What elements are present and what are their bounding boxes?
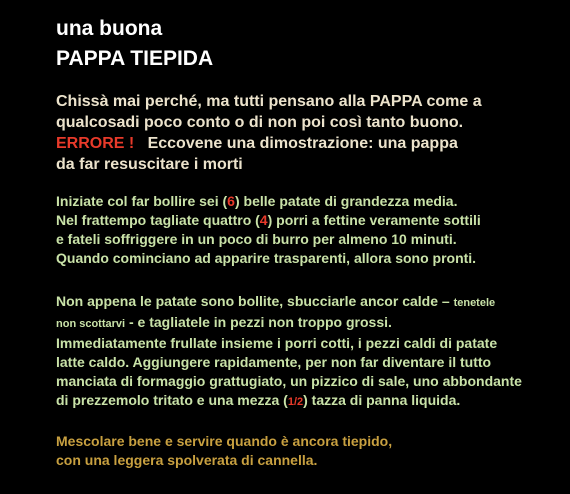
intro-line-1: Chissà mai perché, ma tutti pensano alla PAPPA come a: [56, 93, 482, 110]
recipe-title-line1: una buona: [56, 17, 163, 40]
p1-line-1-text-a: Iniziate col far bollire sei (: [56, 193, 228, 209]
recipe-paragraph-2: [56, 292, 570, 412]
recipe-title-line2: PAPPA TIEPIDA: [56, 47, 214, 70]
p1-line-2-text-a: Nel frattempo tagliate quattro (: [56, 212, 260, 228]
p1-line-2: [56, 211, 570, 230]
p3-line-1: Mescolare bene e servire quando è ancora tiepido,: [56, 433, 393, 449]
p2-line-6-text-a: di prezzemolo tritato e una mezza (: [56, 392, 288, 408]
p2-line-4: latte caldo. Aggiungere rapidamente, per non far diventare il tutto: [56, 354, 492, 370]
p2-line-1-text-a: Non appena le patate sono bollite, sbucciarle ancor calde –: [56, 293, 454, 309]
intro-line-2: qualcosadi poco conto o di non poi così tanto buono.: [56, 114, 464, 131]
intro-line-4: da far resuscitare i morti: [56, 156, 243, 173]
p2-line-5: manciata di formaggio grattugiato, un pizzico di sale, uno abbondante: [56, 373, 522, 389]
p1-line-2-text-b: ) porri a fettine veramente sottili: [267, 212, 481, 228]
p2-line-2: [56, 313, 570, 334]
p2-line-6-text-b: ) tazza di panna liquida.: [303, 392, 461, 408]
p3-line-2: con una leggera spolverata di cannella.: [56, 452, 318, 468]
p2-line-1: [56, 292, 570, 313]
p1-line-1-text-b: ) belle patate di grandezza media.: [234, 193, 458, 209]
cream-amount: 1/2: [287, 396, 304, 408]
p1-line-4: Quando cominciano ad apparire trasparenti, allora sono pronti.: [56, 250, 477, 266]
recipe-paragraph-3: [56, 432, 570, 470]
leek-count: 4: [259, 212, 268, 228]
intro-line-3-text: Eccovene una dimostrazione: una pappa: [147, 135, 458, 152]
p1-line-3: e fateli soffriggere in un poco di burro per almeno 10 minuti.: [56, 231, 457, 247]
intro-line-3: [56, 133, 570, 154]
recipe-paragraph-1: [56, 192, 570, 268]
intro-paragraph: [56, 91, 570, 175]
p2-line-2-text-b: - e tagliatele in pezzi non troppo grossi.: [125, 314, 392, 330]
p2-line-1-small: tenetele: [453, 297, 496, 309]
error-label: ERRORE !: [56, 135, 135, 152]
potato-count: 6: [227, 193, 235, 209]
p2-line-2-small: non scottarvi: [56, 318, 126, 330]
p1-line-1: [56, 192, 570, 211]
p2-line-6: [56, 391, 570, 412]
p2-line-3: Immediatamente frullate insieme i porri cotti, i pezzi caldi di patate: [56, 335, 498, 351]
